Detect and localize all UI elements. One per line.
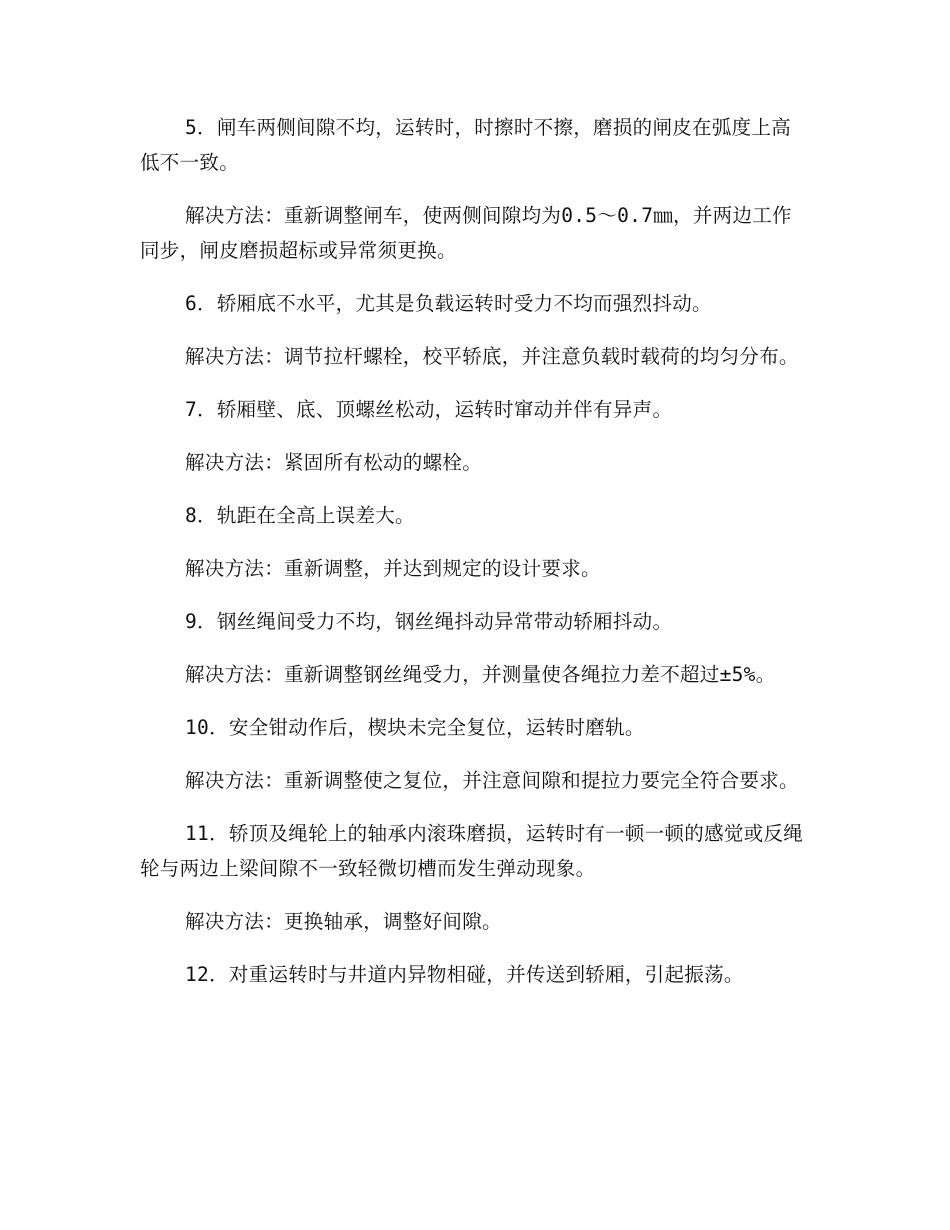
- paragraph-6-solution: 解决方法：调节拉杆螺栓，校平轿底，并注意负载时载荷的均匀分布。: [185, 345, 799, 368]
- paragraph-8-solution: 解决方法：重新调整，并达到规定的设计要求。: [185, 557, 601, 580]
- paragraph-12-problem: 12．对重运转时与井道内异物相碰，并传送到轿厢，引起振荡。: [185, 963, 744, 986]
- paragraph-9-problem: 9．钢丝绳间受力不均，钢丝绳抖动异常带动轿厢抖动。: [185, 610, 673, 633]
- paragraph-7-problem: 7．轿厢壁、底、顶螺丝松动，运转时窜动并伴有异声。: [185, 398, 673, 421]
- paragraph-5-problem: 5．闸车两侧间隙不均，运转时，时擦时不擦，磨损的闸皮在弧度上高低不一致。: [140, 116, 792, 174]
- paragraph-10-problem: 10．安全钳动作后，楔块未完全复位，运转时磨轨。: [185, 716, 645, 739]
- paragraph-9-solution: 解决方法：重新调整钢丝绳受力，并测量使各绳拉力差不超过±5%。: [185, 663, 776, 686]
- paragraph-5-solution: 解决方法：重新调整闸车，使两侧间隙均为0.5～0.7㎜，并两边工作同步，闸皮磨损超标或异常须更换。: [140, 204, 792, 262]
- paragraph-10-solution: 解决方法：重新调整使之复位，并注意间隙和提拉力要完全符合要求。: [185, 769, 799, 792]
- paragraph-11-solution: 解决方法：更换轴承，调整好间隙。: [185, 910, 502, 933]
- paragraph-6-problem: 6．轿厢底不水平，尤其是负载运转时受力不均而强烈抖动。: [185, 292, 712, 315]
- document-body: [140, 110, 810, 1010]
- paragraph-7-solution: 解决方法：紧固所有松动的螺栓。: [185, 451, 483, 474]
- paragraph-11-problem: 11．轿顶及绳轮上的轴承内滚珠磨损，运转时有一顿一顿的感觉或反绳轮与两边上梁间隙不一致轻微切槽而发生弹动现象。: [140, 822, 804, 880]
- paragraph-8-problem: 8．轨距在全高上误差大。: [185, 504, 415, 527]
